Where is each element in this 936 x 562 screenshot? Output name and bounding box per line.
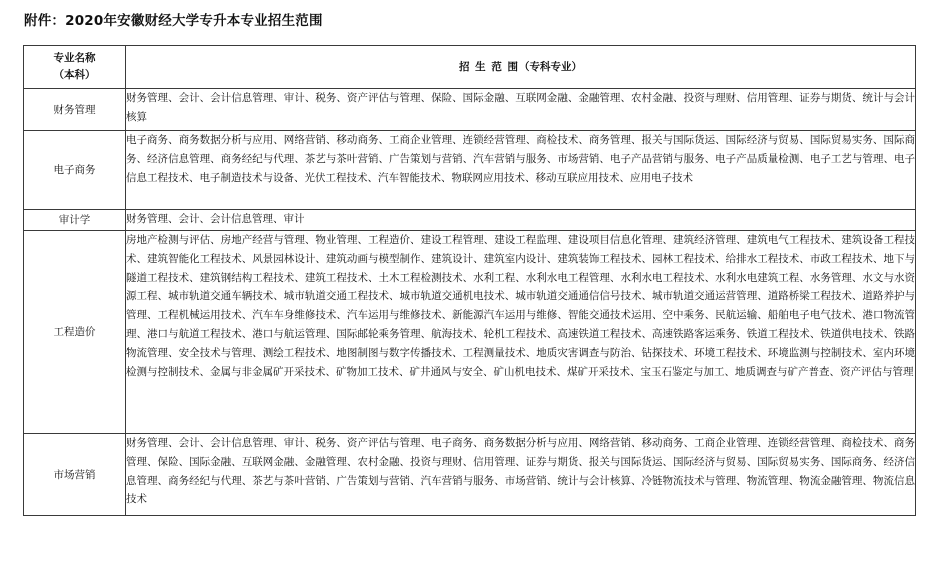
enrollment-scope-table: [23, 45, 916, 516]
scope-cell: 电子商务、商务数据分析与应用、网络营销、移动商务、工商企业管理、连锁经营管理、商检技术、商务管理、报关与国际货运、国际经济与贸易、国际贸易实务、国际商务、经济信息管理、商务经纪与代理、茶艺与茶叶营销、广告策划与营销、汽车营销与服务、市场营销、电子产品营销与服务、电子产品质量检测、电子工艺与管理、电子信息工程技术、电子制造技术与设备、光伏工程技术、汽车智能技术、物联网应用技术、移动互联应用技术、应用电子技术: [126, 131, 916, 210]
major-name-cell: 市场营销: [24, 434, 126, 516]
header-major-name-line1: 专业名称: [53, 52, 96, 64]
table-row: [24, 210, 916, 231]
scope-cell: 财务管理、会计、会计信息管理、审计、税务、资产评估与管理、电子商务、商务数据分析与应用、网络营销、移动商务、工商企业管理、连锁经营管理、商检技术、商务管理、保险、国际金融、互联网金融、金融管理、农村金融、投资与理财、信用管理、证券与期货、报关与国际货运、国际经济与贸易、国际贸易实务、国际商务、经济信息管理、商务经纪与代理、茶艺与茶叶营销、广告策划与营销、汽车营销与服务、市场营销、统计与会计核算、冷链物流技术与管理、物流管理、物流金融管理、物流信息技术: [126, 434, 916, 516]
table-row: [24, 231, 916, 434]
scope-cell: 房地产检测与评估、房地产经营与管理、物业管理、工程造价、建设工程管理、建设工程监理、建设项目信息化管理、建筑经济管理、建筑电气工程技术、建筑设备工程技术、建筑智能化工程技术、风景园林设计、建筑动画与模型制作、建筑设计、建筑室内设计、建筑装饰工程技术、园林工程技术、给排水工程技术、市政工程技术、地下与隧道工程技术、建筑钢结构工程技术、建筑工程技术、土木工程检测技术、水利工程、水利水电工程管理、水利水电工程技术、水利水电建筑工程、水务管理、水文与水资源工程、城市轨道交通车辆技术、城市轨道交通工程技术、城市轨道交通机电技术、城市轨道交通通信信号技术、城市轨道交通运营管理、道路桥梁工程技术、道路养护与管理、工程机械运用技术、汽车车身维修技术、汽车运用与维修技术、新能源汽车运用与维修、智能交通技术运用、空中乘务、民航运输、船舶电子电气技术、港口物流管理、港口与航道工程技术、港口与航运管理、国际邮轮乘务管理、航海技术、轮机工程技术、高速铁道工程技术、高速铁路客运乘务、铁道工程技术、铁道供电技术、铁路物流管理、安全技术与管理、测绘工程技术、地图制图与数字传播技术、工程测量技术、地质灾害调查与防治、钻探技术、环境工程技术、环境监测与控制技术、室内环境检测与控制技术、金属与非金属矿开采技术、矿物加工技术、矿井通风与安全、矿山机电技术、煤矿开采技术、宝玉石鉴定与加工、地质调查与矿产普查、资产评估与管理: [126, 231, 916, 434]
scope-cell: 财务管理、会计、会计信息管理、审计、税务、资产评估与管理、保险、国际金融、互联网金融、金融管理、农村金融、投资与理财、信用管理、证券与期货、统计与会计核算: [126, 89, 916, 131]
table-row: [24, 131, 916, 210]
major-name-cell: 财务管理: [24, 89, 126, 131]
header-scope-main: 招 生 范 围: [459, 60, 519, 73]
table-row: [24, 89, 916, 131]
header-enrollment-scope: [126, 46, 916, 89]
header-major-name: [24, 46, 126, 89]
major-name-cell: 电子商务: [24, 131, 126, 210]
document-title: 附件：2020年安徽财经大学专升本专业招生范围: [24, 13, 323, 29]
header-major-name-line2: （本科）: [53, 69, 96, 81]
major-name-cell: 审计学: [24, 210, 126, 231]
major-name-cell: 工程造价: [24, 231, 126, 434]
header-scope-note: （专科专业）: [518, 60, 582, 73]
scope-cell: 财务管理、会计、会计信息管理、审计: [126, 210, 916, 231]
table-header-row: [24, 46, 916, 89]
table-row: [24, 434, 916, 516]
